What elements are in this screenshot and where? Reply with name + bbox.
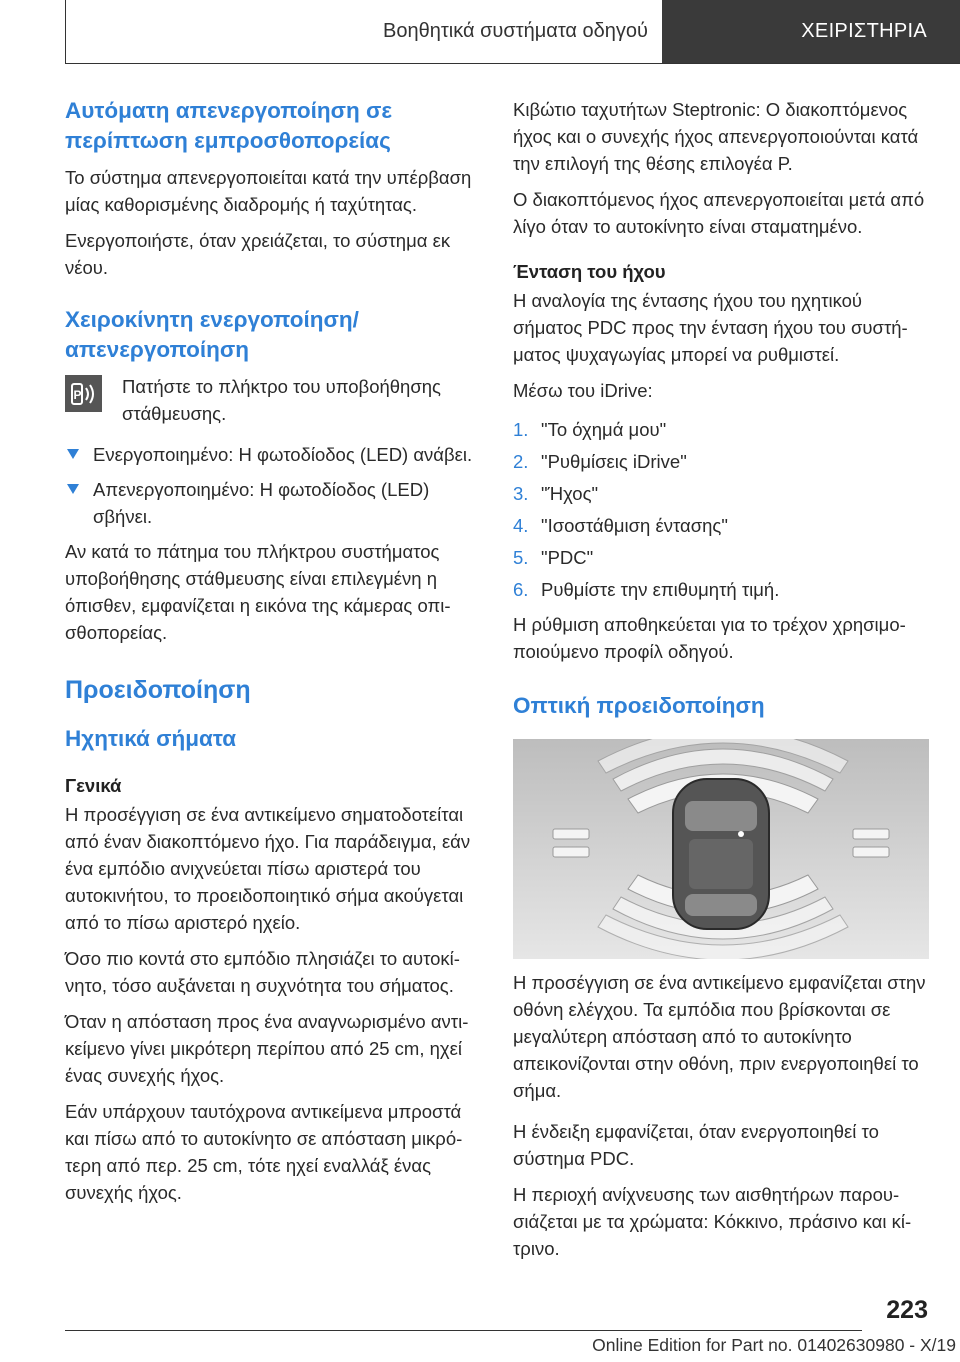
footer-divider	[65, 1330, 862, 1331]
pdc-button-text: Πατήστε το πλήκτρο του υποβοήθησης στάθμευσης.	[122, 376, 441, 424]
visual-paragraph-3: Η περιοχή ανίχνευσης των αισθητήρων παρουσιάζεται με τα χρώματα: Κόκκινο, πράσινο και κίτρινο.	[513, 1184, 912, 1259]
page-header	[65, 0, 960, 64]
volume-paragraph-2: Μέσω του iDrive:	[513, 380, 653, 401]
park-assist-button-icon	[65, 375, 102, 412]
pdc-button-instruction	[65, 373, 483, 427]
left-column	[65, 96, 483, 1215]
warning-heading: Προειδοποίηση	[65, 676, 251, 704]
visual-paragraph-1: Η προσέγγιση σε ένα αντικείμενο εμφανίζεται στην οθόνη ελέγχου. Τα εμπόδια που βρίσκονται σε μεγαλύτερη απόσταση από το αυτοκίνητο απεικονίζονται στην οθόνη, πριν ενεργοποιηθεί το σήμα.	[513, 972, 926, 1101]
acoustic-signals-heading: Ηχητικά σήματα	[65, 726, 237, 751]
general-paragraph-1: Η προσέγγιση σε ένα αντικείμενο σηματοδοτείται από έναν διακοπτόμενο ήχο. Για παράδειγμα, εάν ένα εμπόδιο ανιχνεύεται πίσω αριστερά του αυτοκινήτου, το προειδοποιητικό σήμα ακούγεται από το πίσω αριστερό ηχείο.	[65, 804, 471, 933]
general-heading: Γενικά	[65, 775, 122, 796]
bullet-triangle-icon	[67, 449, 79, 459]
visual-warning-heading: Οπτική προειδοποίηση	[513, 693, 765, 718]
auto-off-paragraph-2: Ενεργοποιήστε, όταν χρειάζεται, το σύστημα εκ νέου.	[65, 230, 451, 278]
manual-paragraph: Αν κατά το πάτημα του πλήκτρου συστήματος υποβοήθησης στάθμευσης είναι επιλεγμένη η όπισθεν, εμφανίζεται η εικόνα της κάμερας οπισθοπορείας.	[65, 541, 451, 643]
section-title: Βοηθητικά συστήματα οδηγού	[383, 20, 648, 42]
list-item: Απενεργοποιημένο: Η φωτοδίοδος (LED) σβήνει.	[65, 476, 483, 530]
list-item: Ενεργοποιημένο: Η φωτοδίοδος (LED) ανάβει.	[65, 441, 483, 468]
list-item: 4. "Ισοστάθμιση έντασης"	[513, 515, 728, 536]
volume-paragraph-3: Η ρύθμιση αποθηκεύεται για το τρέχον χρησιμοποιούμενο προφίλ οδηγού.	[513, 614, 906, 662]
auto-off-heading: Αυτόματη απενεργοποίηση σε περίπτωση εμπροσθοπορείας	[65, 98, 393, 153]
chapter-title: ΧΕΙΡΙΣΤΗΡΙΑ	[662, 0, 960, 63]
pdc-car-illustration	[513, 739, 929, 959]
footer-edition-text: Online Edition for Part no. 01402630980 - X/19	[592, 1335, 956, 1355]
general-paragraph-3: Όταν η απόσταση προς ένα αναγνωρισμένο αντικείμενο γίνει μικρότερη περίπου από 25 cm, ηχεί ένας συνεχής ήχος.	[65, 1011, 469, 1086]
manual-heading: Χειροκίνητη ενεργοποίηση/ απενεργοποίηση	[65, 307, 359, 362]
steptronic-paragraph-1: Κιβώτιο ταχυτήτων Steptronic: Ο διακοπτόμενος ήχος και ο συνεχής ήχος απενεργοποιούνται κατά την επιλογή της θέσης επιλογέα P.	[513, 99, 919, 174]
idrive-steps-list	[513, 416, 929, 603]
page-number: 223	[886, 1296, 928, 1324]
list-item: 2. "Ρυθμίσεις iDrive"	[513, 451, 687, 472]
manual-bullet-list	[65, 441, 483, 530]
list-item: 3. "Ήχος"	[513, 483, 599, 504]
general-paragraph-2: Όσο πιο κοντά στο εμπόδιο πλησιάζει το αυτοκίνητο, τόσο αυξάνεται η συχνότητα του σήματος.	[65, 948, 460, 996]
list-item: 6. Ρυθμίστε την επιθυμητή τιμή.	[513, 579, 780, 600]
volume-heading: Ένταση του ήχου	[513, 261, 666, 282]
visual-paragraph-2: Η ένδειξη εμφανίζεται, όταν ενεργοποιηθεί το σύστημα PDC.	[513, 1121, 879, 1169]
pdc-display-image	[513, 739, 929, 959]
volume-paragraph-1: Η αναλογία της έντασης ήχου του ηχητικού σήματος PDC προς την ένταση ήχου του συστήματος ψυχαγωγίας μπορεί να ρυθμιστεί.	[513, 290, 908, 365]
svg-text:P: P	[73, 387, 82, 402]
right-column	[513, 96, 929, 1271]
steptronic-paragraph-2: Ο διακοπτόμενος ήχος απενεργοποιείται μετά από λίγο όταν το αυτοκίνητο είναι σταματημένο.	[513, 189, 925, 237]
bullet-triangle-icon	[67, 484, 79, 494]
list-item: 1. "Το όχημά μου"	[513, 419, 667, 440]
auto-off-paragraph-1: Το σύστημα απενεργοποιείται κατά την υπέρβαση μίας καθορισμένης διαδρομής ή ταχύτητας.	[65, 167, 472, 215]
list-item: 5. "PDC"	[513, 547, 594, 568]
general-paragraph-4: Εάν υπάρχουν ταυτόχρονα αντικείμενα μπροστά και πίσω από το αυτοκίνητο σε απόσταση μικρότερη από περ. 25 cm, τότε ηχεί εναλλάξ ένας συνεχής ήχος.	[65, 1101, 463, 1203]
